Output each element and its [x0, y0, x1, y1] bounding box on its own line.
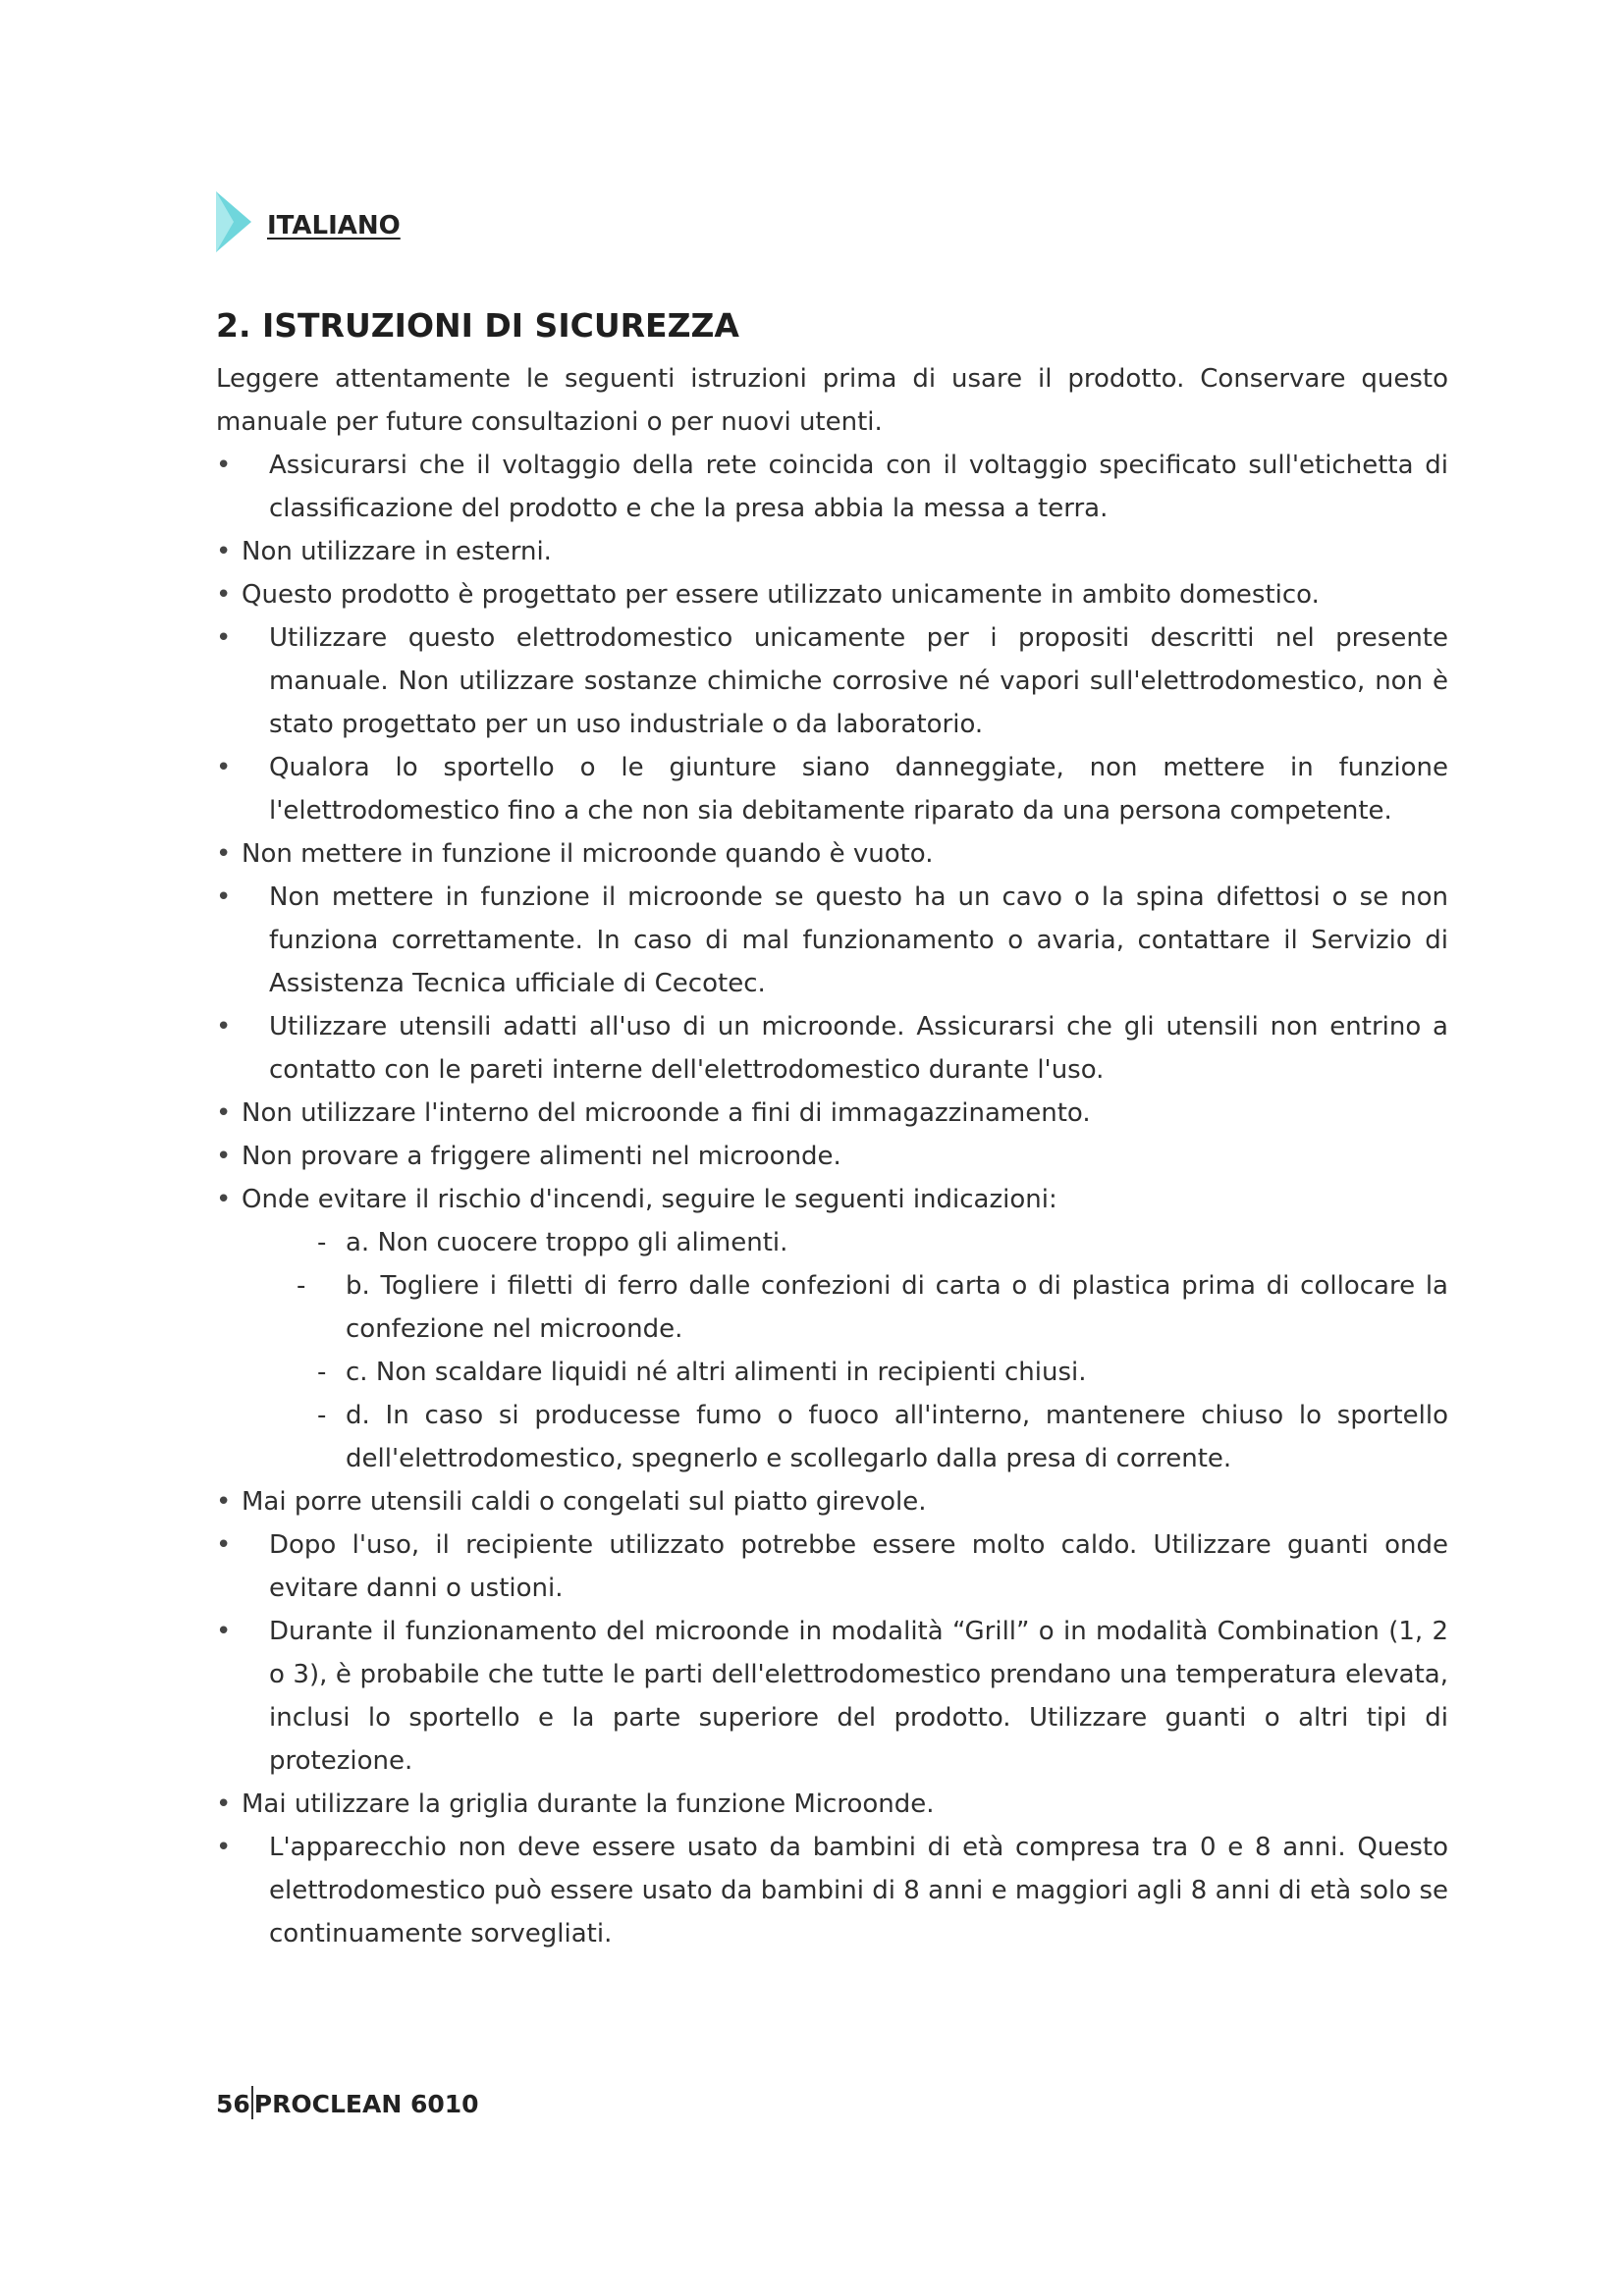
sublist-item: - c. Non scaldare liquidi né altri alimenti in recipienti chiusi.: [242, 1351, 1448, 1394]
list-item: • Non mettere in funzione il microonde quando è vuoto.: [216, 832, 1448, 876]
product-name: PROCLEAN 6010: [253, 2090, 479, 2118]
instruction-list: [216, 444, 1448, 1955]
list-item: • Utilizzare questo elettrodomestico unicamente per i propositi descritti nel presente manuale. Non utilizzare sostanze chimiche corrosive né vapori sull'elettrodomestico, non è stato progettato per un uso industriale o da laboratorio.: [216, 616, 1448, 746]
list-item-text: Onde evitare il rischio d'incendi, seguire le seguenti indicazioni:: [242, 1185, 1057, 1214]
section-title: 2. ISTRUZIONI DI SICUREZZA: [216, 306, 739, 345]
list-item: • Mai porre utensili caldi o congelati sul piatto girevole.: [216, 1480, 1448, 1523]
list-item: • Non mettere in funzione il microonde se questo ha un cavo o la spina difettosi o se non funziona correttamente. In caso di mal funzionamento o avaria, contattare il Servizio di Assistenza Tecnica ufficiale di Cecotec.: [216, 876, 1448, 1005]
list-item: • Non utilizzare l'interno del microonde a fini di immagazzinamento.: [216, 1092, 1448, 1135]
list-item: • Assicurarsi che il voltaggio della rete coincida con il voltaggio specificato sull'etichetta di classificazione del prodotto e che la presa abbia la messa a terra.: [216, 444, 1448, 530]
list-item: • Mai utilizzare la griglia durante la funzione Microonde.: [216, 1783, 1448, 1826]
list-item: • Non provare a friggere alimenti nel microonde.: [216, 1135, 1448, 1178]
language-tab-icon: [216, 191, 251, 252]
list-item: • Questo prodotto è progettato per essere utilizzato unicamente in ambito domestico.: [216, 573, 1448, 616]
footer-separator: [251, 2086, 253, 2119]
list-item: • L'apparecchio non deve essere usato da bambini di età compresa tra 0 e 8 anni. Questo elettrodomestico può essere usato da bambini di 8 anni e maggiori agli 8 anni di età solo se continuamente sorvegliati.: [216, 1826, 1448, 1955]
list-item: • Dopo l'uso, il recipiente utilizzato potrebbe essere molto caldo. Utilizzare guanti onde evitare danni o ustioni.: [216, 1523, 1448, 1610]
page-footer: [216, 2086, 479, 2119]
language-label: ITALIANO: [267, 211, 401, 240]
page-number: 56: [216, 2090, 250, 2118]
sublist-item: - a. Non cuocere troppo gli alimenti.: [242, 1221, 1448, 1264]
sublist-item: - b. Togliere i filetti di ferro dalle confezioni di carta o di plastica prima di collocare la confezione nel microonde.: [242, 1264, 1448, 1351]
list-item-fire: [216, 1178, 1448, 1480]
list-item: • Utilizzare utensili adatti all'uso di un microonde. Assicurarsi che gli utensili non entrino a contatto con le pareti interne dell'elettrodomestico durante l'uso.: [216, 1005, 1448, 1092]
safety-instructions: [216, 357, 1448, 1955]
list-item: • Non utilizzare in esterni.: [216, 530, 1448, 573]
list-item: • Qualora lo sportello o le giunture siano danneggiate, non mettere in funzione l'elettrodomestico fino a che non sia debitamente riparato da una persona competente.: [216, 746, 1448, 832]
fire-sublist: [242, 1221, 1448, 1480]
list-item: • Durante il funzionamento del microonde in modalità “Grill” o in modalità Combination (1, 2 o 3), è probabile che tutte le parti dell'elettrodomestico prendano una temperatura elevata, inclusi lo sportello e la parte superiore del prodotto. Utilizzare guanti o altri tipi di protezione.: [216, 1610, 1448, 1783]
intro-paragraph: Leggere attentamente le seguenti istruzioni prima di usare il prodotto. Conservare questo manuale per future consultazioni o per nuovi utenti.: [216, 364, 1448, 437]
sublist-item: - d. In caso si producesse fumo o fuoco all'interno, mantenere chiuso lo sportello dell'elettrodomestico, spegnerlo e scollegarlo dalla presa di corrente.: [242, 1394, 1448, 1480]
